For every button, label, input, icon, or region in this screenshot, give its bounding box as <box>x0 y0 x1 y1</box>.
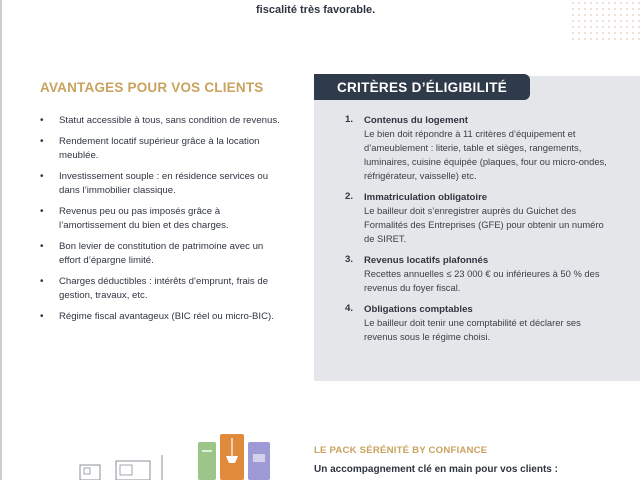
criteria-item-text: Le bailleur doit s’enregistrer auprès du Guichet des Formalités des Entreprises (GFE) pour obtenir un numéro de SIRET. <box>364 205 604 244</box>
advantage-item: • Rendement locatif supérieur grâce à la location meublée. <box>40 135 280 163</box>
criteria-item <box>345 114 615 183</box>
advantage-item: • Revenus peu ou pas imposés grâce à l’amortissement du bien et des charges. <box>40 205 280 233</box>
advantage-item: • Régime fiscal avantageux (BIC réel ou micro-BIC). <box>40 310 280 324</box>
pack-subtitle: Un accompagnement clé en main pour vos clients : <box>314 464 558 475</box>
criteria-number: 2. <box>345 191 354 202</box>
sketch-illustration-icon <box>78 455 170 480</box>
criteria-item-title: Contenus du logement <box>364 115 468 126</box>
criteria-item-title: Revenus locatifs plafonnés <box>364 255 489 266</box>
criteria-number: 3. <box>345 254 354 265</box>
criteria-list <box>345 114 615 352</box>
advantage-item: • Statut accessible à tous, sans condition de revenus. <box>40 114 280 128</box>
criteria-item-text: Le bien doit répondre à 11 critères d’équipement et d’ameublement : literie, table et sièges, rangements, luminaires, cuisine équipée (plaques, four ou micro-ondes, réfrigérateur, vaisselle) etc. <box>364 128 607 181</box>
pack-title: LE PACK SÉRÉNITÉ BY CONFIANCE <box>314 445 488 456</box>
criteria-number: 1. <box>345 114 354 125</box>
intro-text: fiscalité très favorable. <box>256 4 376 16</box>
advantage-item: • Investissement souple : en résidence services ou dans l’immobilier classique. <box>40 170 280 198</box>
criteria-item <box>345 254 615 295</box>
criteria-item-text: Le bailleur doit tenir une comptabilité et déclarer ses revenus sous le régime choisi. <box>364 317 581 342</box>
criteria-item-title: Immatriculation obligatoire <box>364 192 488 203</box>
advantage-item: • Charges déductibles : intérêts d’emprunt, frais de gestion, travaux, etc. <box>40 275 280 303</box>
criteria-item <box>345 303 615 344</box>
advantages-title: AVANTAGES POUR VOS CLIENTS <box>40 80 264 95</box>
criteria-item-text: Recettes annuelles ≤ 23 000 € ou inférieures à 50 % des revenus du foyer fiscal. <box>364 268 600 293</box>
decorative-dots <box>570 0 640 40</box>
advantages-list <box>40 114 280 331</box>
advantage-item: • Bon levier de constitution de patrimoine avec un effort d’épargne limité. <box>40 240 280 268</box>
criteria-title: CRITÈRES D’ÉLIGIBILITÉ <box>314 74 530 100</box>
furniture-illustration-icon <box>196 432 272 480</box>
criteria-item-title: Obligations comptables <box>364 304 473 315</box>
criteria-item <box>345 191 615 246</box>
page-left-border <box>0 0 2 480</box>
criteria-number: 4. <box>345 303 354 314</box>
